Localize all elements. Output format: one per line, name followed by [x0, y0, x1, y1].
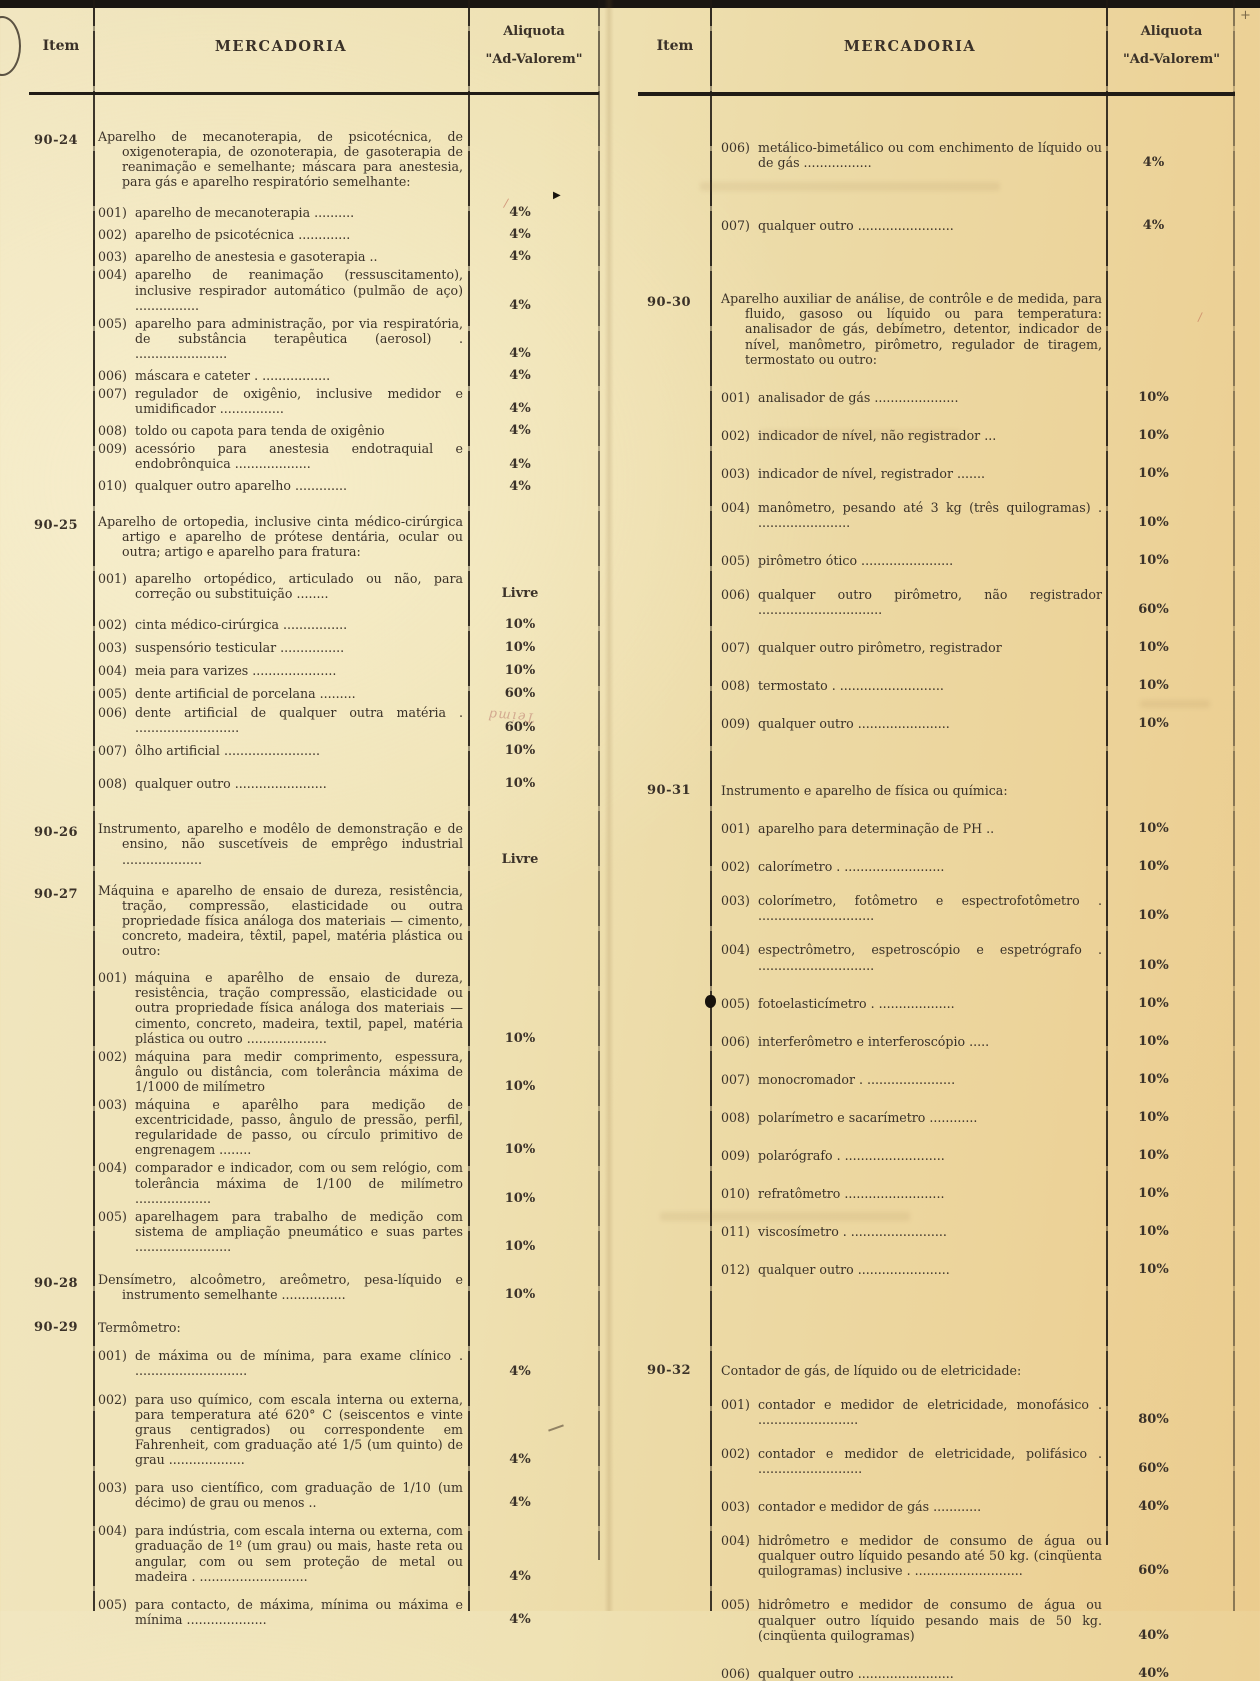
rate-value: 10% — [1138, 389, 1169, 405]
tariff-entry-row — [638, 1446, 1235, 1476]
item-number: 90-26 — [34, 825, 79, 841]
tariff-entry-row — [29, 1348, 599, 1378]
tariff-entry-row — [638, 855, 1235, 874]
tariff-entry-row — [638, 386, 1235, 405]
rate-value: 60% — [1138, 602, 1169, 618]
entry-number: 008) — [98, 423, 127, 439]
tariff-entry-row — [638, 1030, 1235, 1049]
stamp-arc-mark — [0, 16, 21, 76]
bleed-through-smudge — [1140, 700, 1210, 708]
tariff-entry-row — [638, 1533, 1235, 1578]
entry-number: 003) — [721, 465, 750, 481]
section-heading-row — [29, 514, 599, 559]
tariff-entry-row — [638, 462, 1235, 481]
entry-text: qualquer outro pirômetro, não registrador ............................... — [758, 586, 1102, 618]
entry-text: suspensório testicular ................ — [135, 639, 345, 655]
entry-text: aparelho ortopédico, articulado ou não, para correção ou substituição ........ — [135, 570, 463, 601]
entry-text: polarógrafo . ......................... — [758, 1147, 945, 1163]
header-aliquota-line2: "Ad-Valorem" — [1123, 52, 1220, 67]
entry-text: máquina e aparêlho de ensaio de dureza, resistência, tração compressão, elasticidade ou outra propriedade física análoga dos materiais — cimento, concreto, madeira, textil, papel, matéria plástica ou outro .................... — [135, 970, 463, 1046]
entry-number: 004) — [98, 1523, 127, 1539]
entry-text: termostato . .......................... — [758, 678, 944, 694]
section-heading-row — [638, 1359, 1235, 1378]
entry-number: 011) — [721, 1223, 750, 1239]
tariff-entry-row — [29, 1480, 599, 1510]
tariff-section — [29, 514, 599, 792]
tariff-entry-row — [638, 674, 1235, 693]
rate-value: 10% — [1138, 427, 1169, 443]
rate-value: 10% — [1138, 678, 1169, 694]
rate-value: 10% — [1138, 1109, 1169, 1125]
rate-value: 40% — [1138, 1499, 1169, 1515]
entry-number: 001) — [721, 389, 750, 405]
entry-text: aparelho de anestesia e gasoterapia .. — [135, 249, 378, 265]
section-heading-row — [29, 129, 599, 189]
table-header — [638, 0, 1235, 96]
section-description: Aparelho de ortopedia, inclusive cinta médico-cirúrgica artigo e aparelho de prótese dentária, ocular ou outra; artigo e aparelho para fratura: — [98, 513, 463, 559]
entry-number: 005) — [721, 1597, 750, 1613]
tariff-entry-row — [638, 893, 1235, 923]
tariff-entry-row — [638, 1662, 1235, 1681]
entry-number: 010) — [98, 478, 127, 494]
entry-text: aparelho de psicotécnica ............. — [135, 227, 351, 243]
entry-text: qualquer outro ....................... — [758, 716, 950, 732]
tariff-entry-row — [638, 1258, 1235, 1277]
rate-value: Livre — [501, 851, 539, 867]
entry-number: 008) — [721, 1109, 750, 1125]
entry-number: 001) — [98, 970, 127, 986]
rate-value: 4% — [509, 1363, 531, 1379]
bleed-through-smudge — [760, 430, 960, 438]
entry-number: 004) — [721, 1533, 750, 1549]
stray-slash-mark: / — [502, 195, 510, 211]
rate-value: 10% — [504, 1190, 536, 1206]
section-heading-row — [29, 821, 599, 866]
tariff-entry-row — [638, 817, 1235, 836]
entry-number: 005) — [98, 1596, 127, 1612]
tariff-entry-row — [638, 636, 1235, 655]
entry-number: 006) — [98, 705, 127, 721]
entry-number: 004) — [98, 1160, 127, 1176]
rate-value: 10% — [504, 1287, 536, 1303]
entry-text: para indústria, com escala interna ou externa, com graduação de 1º (um grau) ou mais, haste reta ou angular, com ou sem proteção de metal ou madeira . ........................... — [135, 1523, 463, 1584]
entry-text: qualquer outro aparelho ............. — [135, 478, 348, 494]
entry-text: contador e medidor de gás ............ — [758, 1498, 982, 1514]
entry-number: 006) — [721, 586, 750, 602]
entry-number: 006) — [721, 1033, 750, 1049]
tariff-section — [638, 291, 1235, 731]
tariff-entry-row — [29, 613, 599, 632]
section-description: Densímetro, alcoômetro, areômetro, pesa-líquido e instrumento semelhante ................ — [98, 1272, 463, 1303]
rate-value: 40% — [1138, 1627, 1169, 1643]
rate-value: 4% — [509, 368, 531, 384]
section-description: Contador de gás, de líquido ou de eletricidade: — [721, 1362, 1022, 1378]
tariff-section — [29, 883, 599, 1255]
tariff-entry-row — [29, 201, 599, 220]
item-number: 90-25 — [34, 517, 79, 533]
entry-text: analisador de gás ..................... — [758, 389, 959, 405]
entry-number: 003) — [721, 893, 750, 909]
rate-value: 10% — [1138, 640, 1169, 656]
rate-value: 10% — [1138, 995, 1169, 1011]
entry-number: 005) — [98, 685, 127, 701]
entry-text: para contacto, de máxima, mínima ou máxima e mínima .................... — [135, 1596, 463, 1627]
section-description: Aparelho de mecanoterapia, de psicotécnica, de oxigenoterapia, de ozonoterapia, de gasoterapia de reanimação e semelhante; máscara para anestesia, para gás e aparelho respiratório semelhante: — [98, 129, 463, 190]
header-aliquota — [469, 18, 599, 74]
rate-value: 40% — [1138, 1665, 1169, 1681]
section-description: Instrumento, aparelho e modêlo de demonstração e de ensino, não suscetíveis de emprêgo industrial .................... — [98, 821, 463, 867]
entry-text: cinta médico-cirúrgica ................ — [135, 616, 348, 632]
tariff-entry-row — [638, 1106, 1235, 1125]
entry-text: regulador de oxigênio, inclusive medidor e umidificador ................ — [135, 386, 463, 417]
table-body — [638, 96, 1235, 1681]
tariff-entry-row — [29, 386, 599, 416]
entry-text: colorímetro, fotômetro e espectrofotômetro . ............................. — [758, 893, 1102, 924]
entry-text: contador e medidor de eletricidade, monofásico . ......................... — [758, 1396, 1102, 1427]
rate-value: 10% — [504, 663, 536, 679]
rate-value: 10% — [1138, 1147, 1169, 1163]
entry-number: 007) — [721, 218, 750, 234]
section-description: Instrumento e aparelho de física ou química: — [721, 783, 1008, 799]
entry-text: contador e medidor de eletricidade, polifásico . .......................... — [758, 1445, 1102, 1476]
entry-text: interferômetro e interferoscópio ..... — [758, 1033, 990, 1049]
tariff-entry-row — [29, 1209, 599, 1254]
tariff-entry-row — [638, 549, 1235, 568]
tariff-entry-row — [29, 1160, 599, 1205]
entry-number: 009) — [721, 1147, 750, 1163]
rate-value: 10% — [1138, 514, 1169, 530]
entry-number: 005) — [721, 995, 750, 1011]
rate-value: 10% — [1138, 552, 1169, 568]
entry-text: toldo ou capota para tenda de oxigênio — [135, 423, 385, 439]
rate-value: 4% — [509, 478, 531, 494]
header-item: Item — [656, 38, 694, 54]
section-description: Termômetro: — [98, 1320, 181, 1336]
entry-number: 003) — [98, 249, 127, 265]
entry-text: qualquer outro ....................... — [758, 1261, 950, 1277]
rate-value: 60% — [1138, 1563, 1169, 1579]
entry-number: 002) — [721, 427, 750, 443]
header-item: Item — [42, 38, 80, 54]
tariff-entry-row — [29, 316, 599, 361]
tariff-entry-row — [29, 364, 599, 383]
entry-number: 004) — [721, 499, 750, 515]
rate-value: 4% — [509, 1452, 531, 1468]
entry-number: 002) — [98, 616, 127, 632]
entry-text: fotoelasticímetro . ................... — [758, 995, 955, 1011]
tariff-entry-row — [638, 1068, 1235, 1087]
entry-number: 002) — [721, 859, 750, 875]
rate-value: 10% — [1138, 957, 1169, 973]
tariff-entry-row — [638, 1397, 1235, 1427]
rate-value: 10% — [504, 640, 536, 656]
entry-text: qualquer outro ........................ — [758, 218, 954, 234]
tariff-entry-row — [29, 245, 599, 264]
rate-value: 4% — [509, 249, 531, 265]
header-aliquota-line1: Aliquota — [1140, 24, 1203, 40]
entry-number: 002) — [98, 227, 127, 243]
item-number: 90-27 — [34, 886, 79, 902]
tariff-entry-row — [29, 636, 599, 655]
rate-value: Livre — [501, 586, 539, 602]
tariff-entry-row — [638, 587, 1235, 617]
entry-number: 009) — [98, 441, 127, 457]
tariff-entry-row — [638, 712, 1235, 731]
section-description: Aparelho auxiliar de análise, de contrôle e de medida, para fluido, gasoso ou líquido ou para temperatura: analisador de gás, debímetro, detentor, indicador de nível, manômetro, pirômetro, regulador de tiragem, termostato ou outro: — [721, 291, 1102, 367]
entry-number: 005) — [98, 1208, 127, 1224]
tariff-section — [29, 1272, 599, 1302]
handwritten-note: Teimd — [486, 706, 536, 725]
entry-text: de máxima ou de mínima, para exame clínico . ............................ — [135, 1348, 463, 1379]
entry-number: 007) — [721, 1071, 750, 1087]
stray-plus-mark: + — [1240, 8, 1251, 23]
tariff-entry-row — [29, 1392, 599, 1468]
entry-number: 007) — [721, 640, 750, 656]
rate-value: 4% — [1142, 155, 1165, 171]
entry-number: 003) — [98, 1097, 127, 1113]
entry-text: qualquer outro pirômetro, registrador — [758, 640, 1002, 656]
entry-number: 007) — [98, 386, 127, 402]
entry-number: 008) — [721, 678, 750, 694]
entry-text: aparelho de reanimação (ressuscitamento), inclusive respirador automático (pulmão de aço) ................ — [135, 267, 463, 313]
entry-text: metálico-bimetálico ou com enchimento de líquido ou de gás ................. — [758, 140, 1102, 171]
entry-number: 006) — [721, 1665, 750, 1681]
entry-number: 012) — [721, 1261, 750, 1277]
section-heading-row — [29, 1272, 599, 1302]
entry-text: polarímetro e sacarímetro ............ — [758, 1109, 978, 1125]
tariff-entry-row — [29, 223, 599, 242]
tariff-entry-row — [29, 970, 599, 1046]
tariff-entry-row — [29, 1597, 599, 1627]
entry-text: calorímetro . ......................... — [758, 859, 945, 875]
tariff-entry-row — [29, 1523, 599, 1583]
entry-number: 009) — [721, 716, 750, 732]
header-mercadoria: MERCADORIA — [843, 37, 977, 55]
tariff-entry-row — [638, 1597, 1235, 1642]
entry-number: 001) — [98, 1348, 127, 1364]
table-header — [29, 0, 599, 95]
section-heading-row — [29, 1316, 599, 1335]
entry-number: 002) — [98, 1391, 127, 1407]
entry-text: meia para varizes ..................... — [135, 662, 337, 678]
entry-text: dente artificial de porcelana ......... — [135, 685, 356, 701]
tariff-table-left — [29, 0, 599, 1627]
entry-text: qualquer outro ....................... — [135, 776, 327, 792]
tariff-table-right — [638, 0, 1235, 1681]
rate-value: 10% — [1138, 821, 1169, 837]
rate-value: 10% — [1138, 465, 1169, 481]
entry-number: 001) — [98, 570, 127, 586]
rate-value: 10% — [504, 1142, 536, 1158]
tariff-entry-row — [638, 1495, 1235, 1514]
item-number: 90-31 — [647, 783, 692, 799]
rate-value: 10% — [1138, 716, 1169, 732]
entry-number: 003) — [98, 1480, 127, 1496]
rate-value: 4% — [509, 1495, 531, 1511]
header-mercadoria: MERCADORIA — [214, 37, 348, 55]
rate-value: 10% — [504, 1239, 536, 1255]
tariff-section — [29, 821, 599, 866]
tariff-entry-row — [638, 942, 1235, 972]
rate-value: 10% — [1138, 908, 1169, 924]
column-fold-shadow — [604, 0, 614, 1611]
rate-value: 4% — [509, 227, 531, 243]
entry-text: manômetro, pesando até 3 kg (três quilogramas) . ....................... — [758, 499, 1102, 530]
section-heading-row — [29, 883, 599, 959]
rate-value: 10% — [1138, 1071, 1169, 1087]
rate-value: 80% — [1138, 1411, 1169, 1427]
stray-slash-mark: / — [1197, 309, 1204, 325]
tariff-entry-row — [29, 571, 599, 601]
item-number: 90-30 — [647, 295, 692, 311]
entry-number: 004) — [98, 267, 127, 283]
entry-text: para uso científico, com graduação de 1/10 (um décimo) de grau ou menos .. — [135, 1480, 463, 1511]
rate-value: 4% — [509, 1612, 531, 1627]
entry-number: 010) — [721, 1185, 750, 1201]
tariff-entry-row — [29, 1097, 599, 1157]
rate-value: 4% — [509, 456, 531, 472]
entry-number: 001) — [721, 1396, 750, 1412]
tariff-entry-row — [29, 1049, 599, 1094]
entry-number: 003) — [721, 1498, 750, 1514]
tariff-entry-row — [29, 267, 599, 312]
tariff-entry-row — [638, 214, 1235, 233]
entry-text: ôlho artificial ........................ — [135, 743, 321, 759]
tariff-entry-row — [29, 739, 599, 758]
bleed-through-smudge — [700, 182, 1000, 191]
item-number: 90-24 — [34, 133, 79, 148]
entry-number: 001) — [98, 205, 127, 221]
entry-number: 006) — [98, 367, 127, 383]
entry-number: 002) — [721, 1445, 750, 1461]
rate-value: 10% — [1138, 1185, 1169, 1201]
entry-text: hidrômetro e medidor de consumo de água ou qualquer outro líquido pesando mais de 50 kg. (cinqüenta quilogramas) — [758, 1597, 1102, 1643]
tariff-section — [638, 779, 1235, 1276]
rate-value: 10% — [504, 617, 536, 633]
tariff-entry-row — [638, 1144, 1235, 1163]
entry-text: qualquer outro ........................ — [758, 1665, 954, 1681]
rate-value: 10% — [504, 776, 536, 792]
tariff-entry-row — [638, 1182, 1235, 1201]
rate-value: 10% — [1138, 859, 1169, 875]
entry-text: pirômetro ótico ....................... — [758, 552, 954, 568]
tariff-entry-row — [29, 441, 599, 471]
rate-value: 10% — [504, 743, 536, 759]
tariff-entry-row — [638, 992, 1235, 1011]
item-number: 90-29 — [34, 1320, 79, 1336]
entry-number: 008) — [98, 776, 127, 792]
rate-value: 10% — [1138, 1033, 1169, 1049]
rate-value: 4% — [509, 297, 531, 313]
entry-text: indicador de nível, registrador ....... — [758, 465, 986, 481]
section-heading-row — [638, 779, 1235, 798]
entry-text: dente artificial de qualquer outra matéria . .......................... — [135, 705, 463, 736]
rate-value: 4% — [1142, 218, 1165, 234]
tariff-entry-row — [29, 419, 599, 438]
bleed-through-smudge — [660, 1212, 910, 1221]
entry-text: refratômetro ......................... — [758, 1185, 945, 1201]
entry-number: 003) — [98, 639, 127, 655]
entry-number: 005) — [721, 552, 750, 568]
tariff-entry-row — [29, 772, 599, 791]
tariff-entry-row — [638, 1220, 1235, 1239]
entry-text: acessório para anestesia endotraquial e endobrônquica ................... — [135, 441, 463, 472]
entry-text: viscosímetro . ........................ — [758, 1223, 947, 1239]
entry-text: comparador e indicador, com ou sem relógio, com tolerância máxima de 1/100 de milímetro ................... — [135, 1160, 463, 1206]
tariff-entry-row — [638, 140, 1235, 170]
entry-text: indicador de nível, não registrador ... — [758, 427, 997, 443]
rate-value: 4% — [509, 423, 531, 439]
header-aliquota-line1: Aliquota — [503, 24, 565, 40]
rate-value: 60% — [504, 720, 536, 736]
rate-value: 10% — [1138, 1261, 1169, 1277]
tariff-entry-row — [29, 659, 599, 678]
header-aliquota — [1108, 18, 1235, 74]
rate-value: 60% — [1138, 1461, 1169, 1477]
entry-number: 001) — [721, 821, 750, 837]
entry-text: espectrômetro, espetroscópio e espetrógrafo . ............................. — [758, 942, 1102, 973]
entry-text: para uso químico, com escala interna ou externa, para temperatura até 620° C (seiscentos e vinte graus centigrados) ou correspondente em Fahrenheit, com graduação até 1/5 (um quinto) de grau ................... — [135, 1391, 463, 1468]
entry-number: 007) — [98, 743, 127, 759]
tariff-entry-row — [29, 682, 599, 701]
rate-value: 4% — [509, 401, 531, 417]
entry-text: aparelhagem para trabalho de medição com sistema de ampliação pneumático e suas partes ........................ — [135, 1208, 463, 1255]
section-heading-row — [638, 291, 1235, 367]
tariff-section — [638, 1359, 1235, 1681]
section-description: Máquina e aparelho de ensaio de dureza, resistência, tração, compressão, elasticidade ou outra propriedade física análoga dos materiais — cimento, concreto, madeira, têxtil, papel, matéria plástica ou outro: — [98, 882, 463, 959]
stray-triangle-mark: ▶ — [553, 190, 561, 201]
entry-text: máscara e cateter . ................. — [135, 367, 331, 383]
entry-number: 005) — [98, 315, 127, 331]
rate-value: 4% — [509, 346, 531, 362]
rate-value: 10% — [1138, 1223, 1169, 1239]
entry-text: máquina para medir comprimento, espessura, ângulo ou distância, com tolerância máxima de 1/1000 de milímetro — [135, 1048, 463, 1094]
item-number: 90-28 — [34, 1276, 79, 1292]
tariff-section — [29, 129, 599, 494]
entry-text: aparelho para determinação de PH .. — [758, 821, 995, 837]
entry-number: 002) — [98, 1048, 127, 1064]
rate-value: 60% — [504, 686, 536, 702]
tariff-entry-row — [29, 475, 599, 494]
tariff-entry-row — [638, 500, 1235, 530]
rate-value: 4% — [509, 1568, 531, 1584]
rate-value: 10% — [504, 1030, 536, 1046]
rate-value: 10% — [504, 1079, 536, 1095]
rate-value: 4% — [509, 205, 531, 221]
entry-text: aparelho para administração, por via respiratória, de substância terapêutica (aerosol) . ....................... — [135, 315, 463, 361]
header-aliquota-line2: "Ad-Valorem" — [485, 52, 583, 67]
entry-text: aparelho de mecanoterapia .......... — [135, 205, 355, 221]
entry-text: monocromador . ...................... — [758, 1071, 956, 1087]
entry-number: 004) — [98, 662, 127, 678]
entry-number: 004) — [721, 942, 750, 958]
tariff-section — [29, 1316, 599, 1627]
entry-number: 006) — [721, 140, 750, 155]
entry-text: máquina e aparêlho para medição de excentricidade, passo, ângulo de pressão, perfil, regularidade de passo, ou círculo primitivo de engrenagem ........ — [135, 1097, 463, 1158]
table-body — [29, 95, 599, 1627]
entry-text: hidrômetro e medidor de consumo de água ou qualquer outro líquido pesando até 50 kg. (cinqüenta quilogramas) inclusive . ........................... — [758, 1533, 1102, 1579]
item-number: 90-32 — [647, 1362, 692, 1378]
